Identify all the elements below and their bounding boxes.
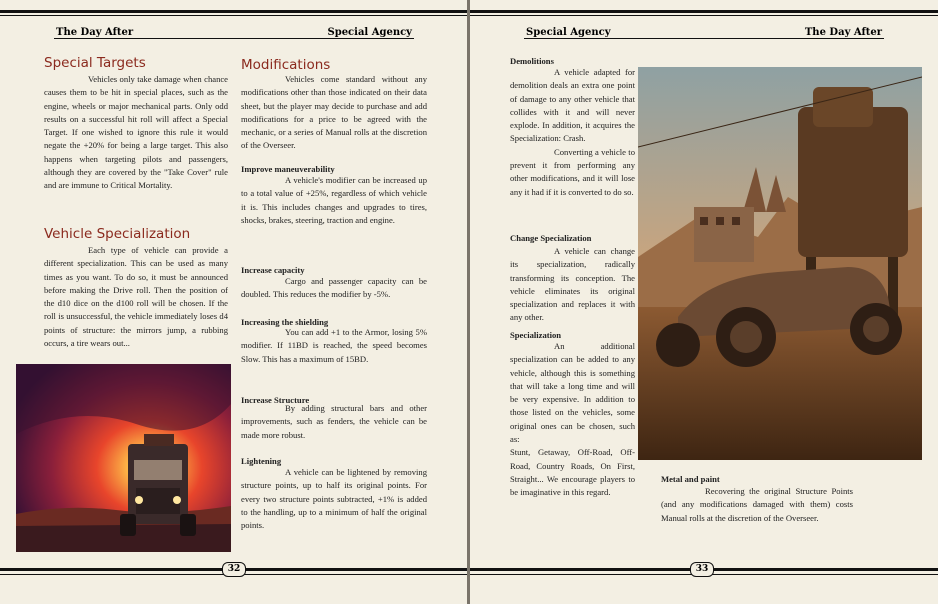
section-title-vehicle-specialization: Vehicle Specialization bbox=[44, 226, 191, 242]
running-header bbox=[524, 24, 884, 39]
modifications-text: Vehicles come standard without any modifications other than those indicated on their data sheet, but the player may decide to purchase and add modifications for a price to be agreed with the mechanic, or a series of Manual rolls at the discretion of the Overseer. bbox=[241, 74, 427, 151]
subtitle-specialization: Specialization bbox=[510, 330, 562, 340]
right-page bbox=[470, 0, 938, 604]
top-rule-thin bbox=[0, 15, 468, 16]
increase-capacity-text: Cargo and passenger capacity can be doubled. This reduces the modifier by -5%. bbox=[241, 276, 427, 300]
header-book-title: The Day After bbox=[804, 27, 882, 38]
vehicle-specialization-text: Each type of vehicle can provide a different specialization. This can be used as many times as you want. To do so, it must be announced before making the Drive roll. Then the position of the d10 dice on the d100 roll will be chosen. If the roll is unsuccessful, the vehicle immediately loses d4 points of structure: the mirrors jump, a rubbing occurs, a tire wears out... bbox=[44, 245, 228, 349]
increasing-shielding-text: You can add +1 to the Armor, losing 5% modifier. If 11BD is reached, the speed becomes Slow. This has a maximum of 15BD. bbox=[241, 327, 427, 364]
subtitle-improve-maneuverability: Improve maneuverability bbox=[241, 164, 335, 174]
special-targets-text: Vehicles only take damage when chance causes them to be hit in special places, such as the engine, wheels or major mechanical parts. Only odd results on a successful hit roll will affect a Special Target. If one wished to ignore this rule it would negate the +20% for being a large target. This also happens when targeting pilots and passengers, although they are covered by the "Take Cover" rule and are immune to Critical Mortality. bbox=[44, 74, 228, 191]
subtitle-increase-capacity: Increase capacity bbox=[241, 265, 305, 275]
header-chapter-title: Special Agency bbox=[327, 27, 412, 38]
metal-and-paint-text: Recovering the original Structure Points (and any modifications damaged with them) costs Manual rolls at the discretion of the Overseer. bbox=[661, 486, 853, 523]
subtitle-lightening: Lightening bbox=[241, 456, 282, 466]
page-number: 33 bbox=[690, 562, 714, 577]
section-title-modifications: Modifications bbox=[241, 57, 331, 73]
wasteland-vehicle-illustration bbox=[638, 67, 922, 460]
subtitle-metal-and-paint: Metal and paint bbox=[661, 474, 720, 484]
sunset-truck-illustration bbox=[16, 364, 231, 552]
increase-structure-text: By adding structural bars and other improvements, such as fenders, the vehicle can be made more robust. bbox=[241, 403, 427, 440]
section-title-special-targets: Special Targets bbox=[44, 55, 146, 71]
header-book-title: The Day After bbox=[56, 27, 134, 38]
page-number: 32 bbox=[222, 562, 246, 577]
subtitle-increase-structure: Increase Structure bbox=[241, 395, 310, 405]
lightening-text: A vehicle can be lightened by removing structure points, up to half its original points. For every two structure points subtracted, +1% is added to the handling, up to a minimum of half the original points. bbox=[241, 467, 427, 531]
demolitions-text: A vehicle adapted for demolition deals an extra one point of damage to any other vehicle that collides with it and will never explode. In addition, it acquires the Specialization: Crash. Converting a vehicle to prevent it from performing any other modifications, and it will lose any it had if it is converted to do so. bbox=[510, 67, 635, 197]
top-rule bbox=[0, 10, 468, 13]
subtitle-demolitions: Demolitions bbox=[510, 56, 554, 66]
header-chapter-title: Special Agency bbox=[526, 27, 611, 38]
running-header bbox=[54, 24, 414, 39]
improve-maneuverability-text: A vehicle's modifier can be increased up to a total value of +25%, regardless of which vehicle it is. This includes changes and upgrades to tires, shocks, brakes, steering, traction and engine. bbox=[241, 175, 427, 225]
subtitle-increasing-shielding: Increasing the shielding bbox=[241, 317, 329, 327]
specialization-text: An additional specialization can be added to any vehicle, although this is something that will take a long time and will be very expensive. In addition to those listed on the vehicles, some original ones can be chosen, such as: Stunt, Getaway, Off-Road, Off-Road, Country Roads, On First, Straight... We encourage players to be imaginative in this regard. bbox=[510, 341, 635, 498]
change-specialization-text: A vehicle can change its specialization, radically transforming its conception. The vehicle eliminates its original specialization and replaces it with any other. bbox=[510, 246, 635, 323]
top-rule-thin bbox=[470, 15, 938, 16]
left-page bbox=[0, 0, 468, 604]
subtitle-change-specialization: Change Specialization bbox=[510, 233, 592, 243]
top-rule bbox=[470, 10, 938, 13]
